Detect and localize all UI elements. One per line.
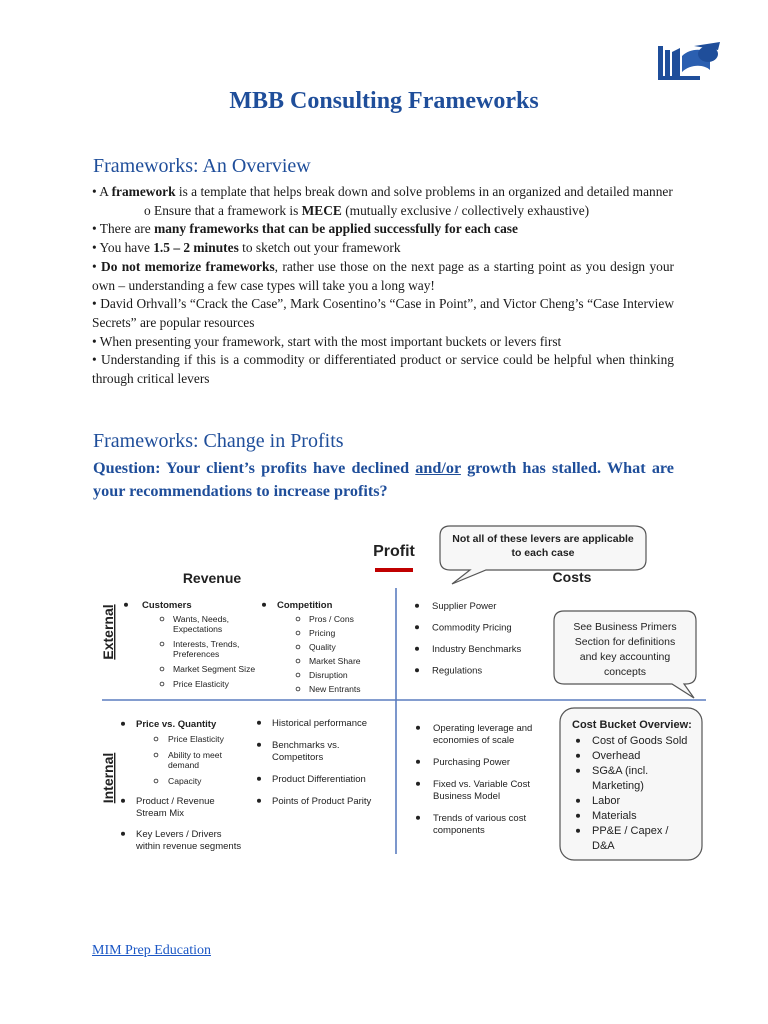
profits-heading: Frameworks: Change in Profits (93, 430, 344, 452)
bullet-icon (257, 799, 261, 803)
costs-internal-item: Fixed vs. Variable Cost (433, 779, 530, 790)
sub-bullet-icon (296, 645, 300, 649)
sub-bullet-icon (296, 659, 300, 663)
customers-item: Expectations (173, 624, 223, 634)
costs-internal-item: components (433, 825, 485, 836)
bullet-icon (576, 799, 580, 803)
callout-top-line: Not all of these levers are applicable (452, 533, 634, 545)
bullet-icon (576, 814, 580, 818)
overview-paragraph: • You have 1.5 – 2 minutes to sketch out your framework (92, 240, 401, 256)
bullet-icon (576, 739, 580, 743)
price-quantity-item: demand (168, 760, 200, 770)
price-quantity-item: Price Elasticity (168, 734, 224, 744)
overview-paragraph: • Understanding if this is a commodity or differentiated product or service could be helpful when thinking through critical levers (92, 352, 674, 387)
sub-bullet-icon (296, 687, 300, 691)
sub-bullet-icon (296, 631, 300, 635)
cost-bucket-item: Cost of Goods Sold (592, 735, 688, 747)
page-title: MBB Consulting Frameworks (229, 88, 539, 114)
competition-item: Disruption (309, 670, 348, 680)
callout-primers-line: See Business Primers (573, 621, 677, 633)
profit-framework-diagram (94, 520, 712, 865)
cost-bucket-item: Labor (592, 795, 621, 807)
customers-item: Wants, Needs, (173, 614, 230, 624)
revenue-internal-right-item: Points of Product Parity (272, 796, 372, 807)
bullet-icon (576, 829, 580, 833)
bullet-icon (416, 816, 420, 820)
profit-underline (375, 568, 413, 572)
overview-paragraph: • When presenting your framework, start with the most important buckets or levers first (92, 333, 562, 349)
cost-bucket-item: PP&E / Capex / (592, 825, 669, 837)
revenue-internal-right-item: Competitors (272, 752, 324, 763)
internal-label: Internal (100, 752, 116, 804)
competition-item: Pros / Cons (309, 614, 354, 624)
overview-paragraph: • A framework is a template that helps break down and solve problems in an organized and detailed manner (92, 184, 673, 199)
cost-bucket-title: Cost Bucket Overview: (572, 719, 692, 731)
bullet-icon (121, 799, 125, 803)
costs-internal-item: Trends of various cost (433, 813, 527, 824)
profits-question: Question: Your client’s profits have declined and/or growth has stalled. What are your recommendations to increase profits? (93, 459, 674, 500)
sub-bullet-icon (296, 673, 300, 677)
bullet-icon (257, 743, 261, 747)
costs-internal-item: Operating leverage and (433, 723, 533, 734)
bullet-icon (576, 754, 580, 758)
bullet-icon (576, 769, 580, 773)
callout-primers-line: and key accounting (579, 651, 671, 663)
bullet-icon (121, 832, 125, 836)
company-logo (656, 40, 722, 82)
costs-external-item: Commodity Pricing (432, 622, 512, 634)
bullet-icon (416, 782, 420, 786)
customers-header: Customers (142, 600, 192, 611)
sub-bullet-icon (160, 682, 164, 686)
revenue-internal-item: within revenue segments (136, 841, 242, 852)
overview-paragraph: • There are many frameworks that can be applied successfully for each case (92, 221, 518, 237)
footer-link[interactable]: MIM Prep Education (92, 943, 211, 958)
bullet-icon (415, 668, 419, 672)
costs-external-item: Supplier Power (432, 601, 497, 612)
costs-internal-item: Business Model (433, 791, 501, 802)
overview-heading: Frameworks: An Overview (93, 155, 311, 177)
cost-bucket-item: Marketing) (592, 780, 644, 792)
sub-bullet-icon (154, 753, 158, 757)
overview-paragraph: • Do not memorize frameworks, rather use those on the next page as a starting point as you design your own – understanding a few case types will take you a long way! (92, 258, 674, 293)
revenue-internal-right-item: Product Differentiation (272, 774, 366, 785)
overview-paragraph: o Ensure that a framework is MECE (mutually exclusive / collectively exhaustive) (144, 202, 590, 218)
bullet-icon (416, 760, 420, 764)
sub-bullet-icon (296, 617, 300, 621)
costs-internal-item: economies of scale (433, 735, 515, 746)
callout-primers-line: Section for definitions (574, 636, 676, 648)
bullet-icon (416, 726, 420, 730)
revenue-internal-item: Product / Revenue (136, 796, 215, 807)
bullet-icon (415, 647, 419, 651)
cost-bucket-item: D&A (592, 840, 615, 852)
cost-bucket-item: Materials (592, 810, 637, 822)
external-label: External (100, 604, 116, 660)
competition-item: Quality (309, 642, 336, 652)
bullet-icon (121, 722, 125, 726)
revenue-label: Revenue (182, 570, 242, 586)
price-quantity-item: Ability to meet (168, 750, 222, 760)
competition-header: Competition (277, 600, 333, 611)
cost-bucket-item: SG&A (incl. (592, 765, 649, 777)
competition-item: Pricing (309, 628, 336, 638)
costs-internal-item: Purchasing Power (433, 757, 511, 768)
revenue-internal-right-item: Benchmarks vs. (272, 740, 340, 751)
revenue-internal-item: Stream Mix (136, 808, 185, 819)
price-quantity-item: Capacity (168, 776, 202, 786)
sub-bullet-icon (154, 737, 158, 741)
customers-item: Preferences (173, 649, 220, 659)
competition-item: New Entrants (309, 684, 361, 694)
profit-label: Profit (373, 543, 415, 560)
sub-bullet-icon (154, 779, 158, 783)
revenue-internal-right-item: Historical performance (272, 718, 368, 729)
customers-item: Price Elasticity (173, 679, 229, 689)
customers-item: Market Segment Size (173, 664, 256, 674)
costs-external-item: Industry Benchmarks (432, 644, 522, 655)
revenue-internal-item: Key Levers / Drivers (136, 829, 222, 840)
costs-label: Costs (552, 569, 592, 585)
bullet-icon (415, 604, 419, 608)
competition-item: Market Share (309, 656, 361, 666)
bullet-icon (257, 721, 261, 725)
bullet-icon (124, 603, 128, 607)
bullet-icon (415, 625, 419, 629)
costs-external-item: Regulations (432, 665, 483, 677)
overview-body (92, 183, 674, 389)
overview-paragraph: • David Orhvall’s “Crack the Case”, Mark Cosentino’s “Case in Point”, and Victor Cheng’s “Case Interview Secrets” are popular resources (92, 296, 674, 330)
customers-item: Interests, Trends, (173, 639, 240, 649)
sub-bullet-icon (160, 617, 164, 621)
bullet-icon (262, 603, 266, 607)
bullet-icon (257, 777, 261, 781)
callout-primers-line: concepts (603, 666, 647, 678)
sub-bullet-icon (160, 667, 164, 671)
price-quantity-header: Price vs. Quantity (136, 719, 217, 730)
callout-top-line: to each case (511, 547, 575, 559)
cost-bucket-item: Overhead (592, 750, 641, 762)
sub-bullet-icon (160, 642, 164, 646)
